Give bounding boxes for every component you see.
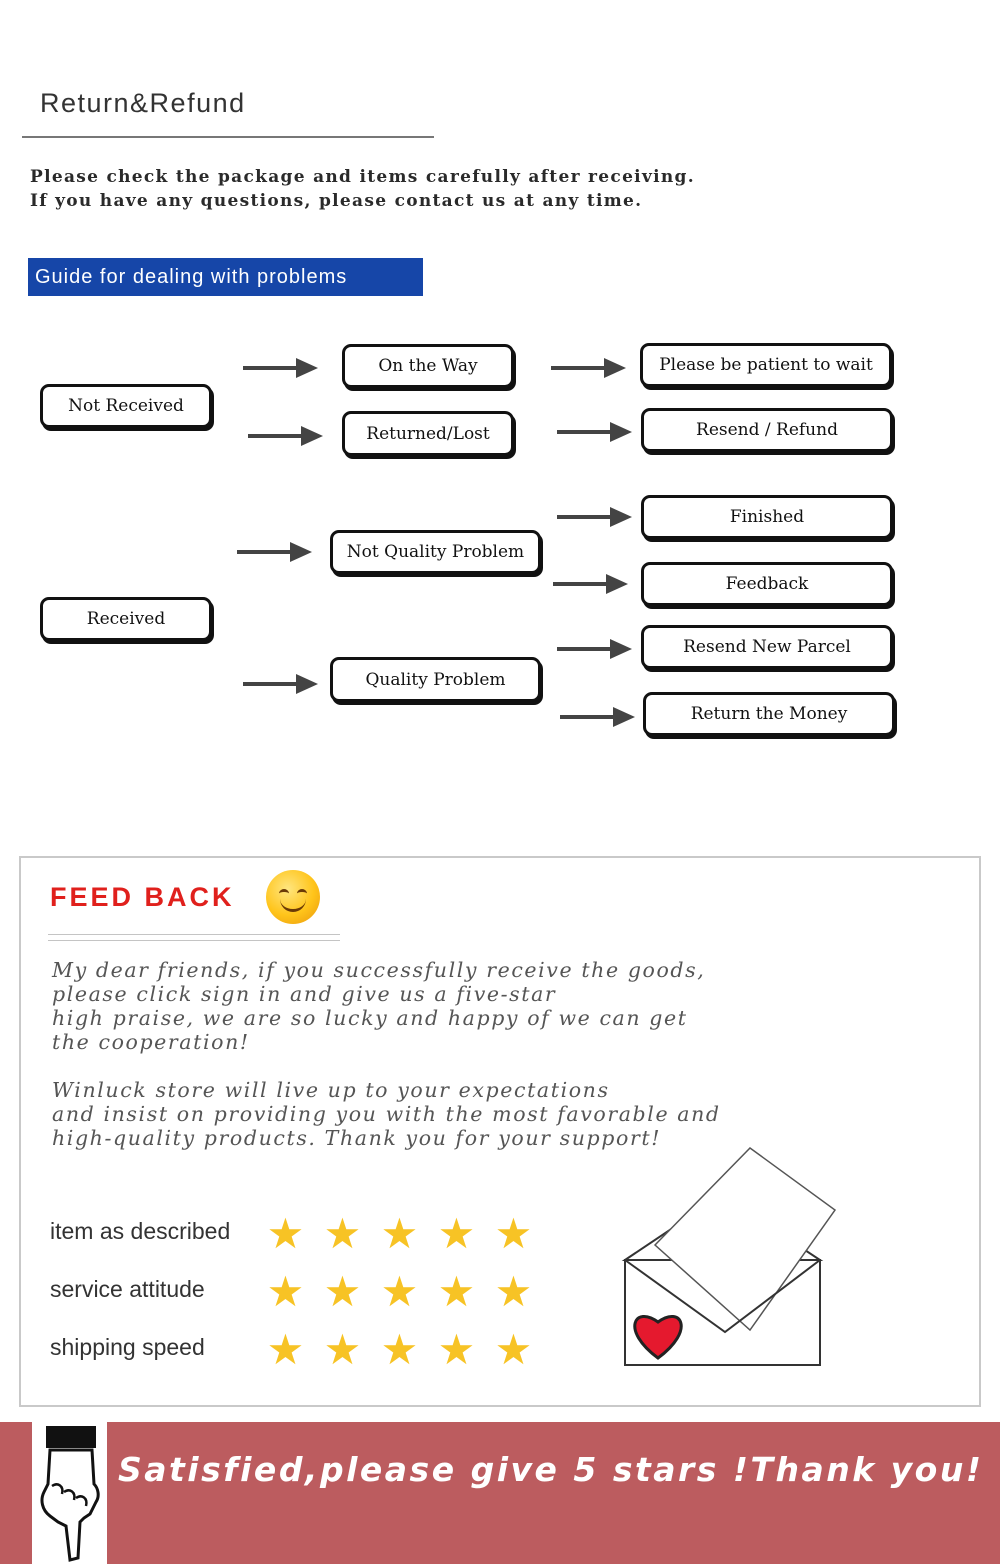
star-icon: ★ xyxy=(494,1209,533,1258)
rating-label-item: item as described xyxy=(50,1218,231,1244)
rating-label-shipping: shipping speed xyxy=(50,1334,205,1360)
intro-line: Please check the package and items carefully after receiving. xyxy=(30,167,695,187)
star-icon: ★ xyxy=(266,1325,305,1374)
arrow-to-not-quality-problem xyxy=(237,545,312,559)
rating-label-service: service attitude xyxy=(50,1276,205,1302)
star-rating-service xyxy=(264,1267,535,1316)
star-icon: ★ xyxy=(380,1267,419,1316)
feedback-box: Feedback xyxy=(641,562,893,606)
feedback-line: please click sign in and give us a five-star xyxy=(52,982,557,1006)
footer-thank-you: Satisfied,please give 5 stars !Thank you! xyxy=(118,1450,984,1489)
star-icon: ★ xyxy=(437,1209,476,1258)
not-quality-problem-box: Not Quality Problem xyxy=(330,530,541,574)
resend-new-parcel-box: Resend New Parcel xyxy=(641,625,893,669)
star-icon: ★ xyxy=(266,1267,305,1316)
star-icon: ★ xyxy=(380,1325,419,1374)
smiley-icon xyxy=(266,870,320,924)
star-icon: ★ xyxy=(266,1209,305,1258)
page-title: Return&Refund xyxy=(40,88,246,118)
patient-wait-box: Please be patient to wait xyxy=(640,343,892,387)
feedback-divider xyxy=(48,940,340,941)
arrow-to-quality-problem xyxy=(243,677,318,691)
envelope-heart-icon xyxy=(600,1140,850,1380)
star-icon: ★ xyxy=(323,1209,362,1258)
bottom-banner xyxy=(0,1422,1000,1564)
arrow-to-return-money xyxy=(560,710,635,724)
arrow-to-patient-wait xyxy=(551,361,626,375)
quality-problem-box: Quality Problem xyxy=(330,657,541,702)
star-rating-shipping xyxy=(264,1325,535,1374)
feedback-paragraph-1 xyxy=(52,958,705,1054)
not-received-box: Not Received xyxy=(40,384,212,428)
feedback-line: and insist on providing you with the most favorable and xyxy=(52,1102,721,1126)
star-rating-item xyxy=(264,1209,535,1258)
returned-lost-box: Returned/Lost xyxy=(342,411,514,456)
star-icon: ★ xyxy=(494,1267,533,1316)
feedback-line: the cooperation! xyxy=(52,1030,250,1054)
feedback-line: high praise, we are so lucky and happy of we can get xyxy=(52,1006,688,1030)
arrow-to-resend-new-parcel xyxy=(557,642,632,656)
intro-line: If you have any questions, please contact us at any time. xyxy=(30,191,643,211)
finished-box: Finished xyxy=(641,495,893,539)
resend-refund-box: Resend / Refund xyxy=(641,408,893,452)
star-icon: ★ xyxy=(437,1267,476,1316)
star-icon: ★ xyxy=(494,1325,533,1374)
feedback-line: My dear friends, if you successfully receive the goods, xyxy=(52,958,706,982)
return-money-box: Return the Money xyxy=(643,692,895,736)
arrow-to-resend-refund xyxy=(557,425,632,439)
hand-panel xyxy=(32,1422,107,1564)
feedback-line: high-quality products. Thank you for your support! xyxy=(52,1126,662,1150)
intro-text xyxy=(30,165,695,213)
feedback-line: Winluck store will live up to your expectations xyxy=(52,1078,610,1102)
guide-banner: Guide for dealing with problems xyxy=(28,258,423,296)
pointing-hand-icon xyxy=(32,1422,107,1564)
received-box: Received xyxy=(40,597,212,641)
star-icon: ★ xyxy=(323,1267,362,1316)
star-icon: ★ xyxy=(437,1325,476,1374)
star-icon: ★ xyxy=(323,1325,362,1374)
feedback-divider xyxy=(48,934,340,935)
star-icon: ★ xyxy=(380,1209,419,1258)
feedback-title: FEED BACK xyxy=(50,882,235,912)
arrow-to-feedback xyxy=(553,577,628,591)
arrow-to-returned-lost xyxy=(248,429,323,443)
on-the-way-box: On the Way xyxy=(342,344,514,388)
title-divider xyxy=(22,136,434,138)
arrow-to-on-the-way xyxy=(243,361,318,375)
arrow-to-finished xyxy=(557,510,632,524)
